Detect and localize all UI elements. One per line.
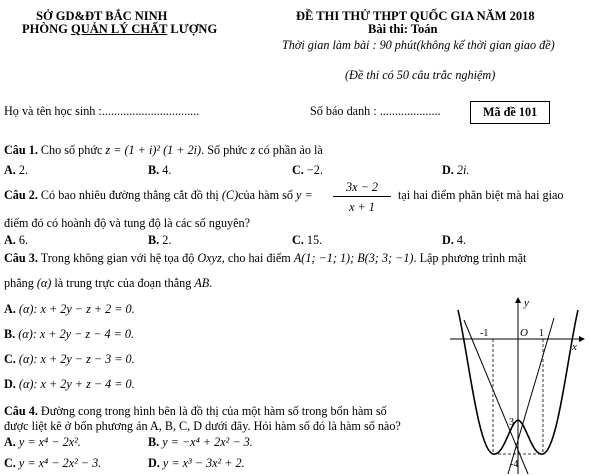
- q3-option-d[interactable]: D. (α): x + 2y + z − 4 = 0.: [4, 377, 135, 391]
- q1-option-a[interactable]: A. 2.: [4, 163, 29, 177]
- q4-line2: được liệt kê ở bốn phương án A, B, C, D dưới đây. Hỏi hàm số đó là hàm số nào?: [4, 419, 401, 433]
- q4-function-graph: [450, 292, 590, 476]
- q1-option-c[interactable]: C. −2.: [292, 163, 323, 177]
- q3-text-a: Trong không gian với hệ tọa độ: [40, 251, 195, 265]
- tick-neg-four: -4: [510, 459, 519, 470]
- q1-text-a: Cho số phức: [40, 143, 103, 157]
- q3-option-b[interactable]: B. (α): x + 2y − z − 4 = 0.: [4, 327, 135, 341]
- origin-label: O: [520, 327, 528, 339]
- exam-note: (Đề thi có 50 câu trắc nghiệm): [345, 68, 496, 82]
- q4-option-d[interactable]: D. y = x³ − 3x² + 2.: [148, 456, 245, 470]
- q4-option-c[interactable]: C. y = x⁴ − 2x² − 3.: [4, 456, 102, 470]
- q2-graph: (C): [221, 188, 239, 202]
- q3-line2-a: phẳng: [4, 276, 34, 290]
- q2-option-c[interactable]: C. 15.: [292, 233, 323, 247]
- exam-subject: Bài thi: Toán: [368, 22, 438, 36]
- student-id-label: Số báo danh : ....................: [310, 104, 441, 118]
- q1-z: z: [250, 143, 256, 157]
- q1-number: Câu 1.: [4, 143, 38, 157]
- q2-fraction-denominator: x + 1: [349, 200, 375, 214]
- tick-pos-one: 1: [539, 328, 544, 339]
- q3-stem: [4, 251, 526, 266]
- q4-option-a[interactable]: A. y = x⁴ − 2x².: [4, 435, 81, 449]
- dept-post: LƯỢNG: [167, 22, 218, 36]
- q2-option-a[interactable]: A. 6.: [4, 233, 29, 247]
- q1-expression: z = (1 + i)² (1 + 2i): [105, 143, 202, 157]
- q3-option-c[interactable]: C. (α): x + 2y − z − 3 = 0.: [4, 352, 135, 366]
- q1-text-b: . Số phức: [201, 143, 248, 157]
- q3-line2-b: là trung trực của đoạn thẳng: [54, 276, 192, 290]
- tick-neg-one: -1: [480, 328, 489, 339]
- q2-option-b[interactable]: B. 2.: [148, 233, 172, 247]
- q1-option-b[interactable]: B. 4.: [148, 163, 172, 177]
- q2-text-a: Có bao nhiêu đường thẳng cắt đồ thị: [40, 188, 219, 202]
- q3-text-c: . Lập phương trình mặt: [413, 251, 527, 265]
- student-name-label: Họ và tên học sinh :................................: [4, 104, 200, 118]
- q2-stem: [4, 188, 313, 203]
- q4-line1: Đường cong trong hình bên là đồ thị của một hàm số trong bốn hàm số: [40, 404, 387, 418]
- q3-points: A(1; −1; 1); B(3; 3; −1): [293, 251, 414, 265]
- tick-neg-three: 3: [509, 417, 514, 428]
- dept-underlined: QUẢN LÝ CHẤT: [70, 22, 168, 36]
- q2-text-c: tại hai điểm phân biệt mà hai giao: [398, 188, 564, 202]
- q3-alpha: (α): [36, 276, 52, 290]
- q2-line2: điểm đó có hoành độ và tung độ là các số nguyên?: [4, 216, 251, 230]
- q2-fraction-bar: [333, 196, 391, 197]
- q2-fraction-numerator: 3x − 2: [346, 180, 378, 194]
- exam-code: Mã đề 101: [470, 101, 550, 124]
- org-name: SỞ GD&ĐT BẮC NINH: [36, 9, 168, 23]
- department-name: [22, 22, 217, 37]
- q3-number: Câu 3.: [4, 251, 38, 265]
- q4-number: Câu 4.: [4, 404, 38, 418]
- q4-stem: [4, 404, 387, 419]
- q1-stem: [4, 143, 323, 158]
- q1-text-c: có phần ảo là: [258, 143, 323, 157]
- q2-option-d[interactable]: D. 4.: [442, 233, 467, 247]
- q2-text-b: của hàm số: [238, 188, 293, 202]
- q2-y-eq: y =: [296, 188, 313, 202]
- x-axis-label: x: [572, 341, 577, 353]
- exam-title: ĐỀ THI THỬ THPT QUỐC GIA NĂM 2018: [296, 9, 535, 23]
- y-axis-label: y: [524, 297, 529, 309]
- q3-line2: phẳng (α) là trung trực của đoạn thẳng AB.: [4, 276, 213, 290]
- q3-oxyz: Oxyz: [197, 251, 222, 265]
- q3-text-b: , cho hai điểm: [221, 251, 291, 265]
- exam-time: Thời gian làm bài : 90 phút(không kể thời gian giao đề): [282, 38, 555, 52]
- q3-option-a[interactable]: A. (α): x + 2y − z + 2 = 0.: [4, 302, 135, 316]
- q2-number: Câu 2.: [4, 188, 38, 202]
- q3-ab: AB: [194, 276, 210, 290]
- q1-option-d[interactable]: D. 2i.: [442, 163, 470, 177]
- q4-option-b[interactable]: B. y = −x⁴ + 2x² − 3.: [148, 435, 253, 449]
- dept-pre: PHÒNG: [22, 22, 71, 36]
